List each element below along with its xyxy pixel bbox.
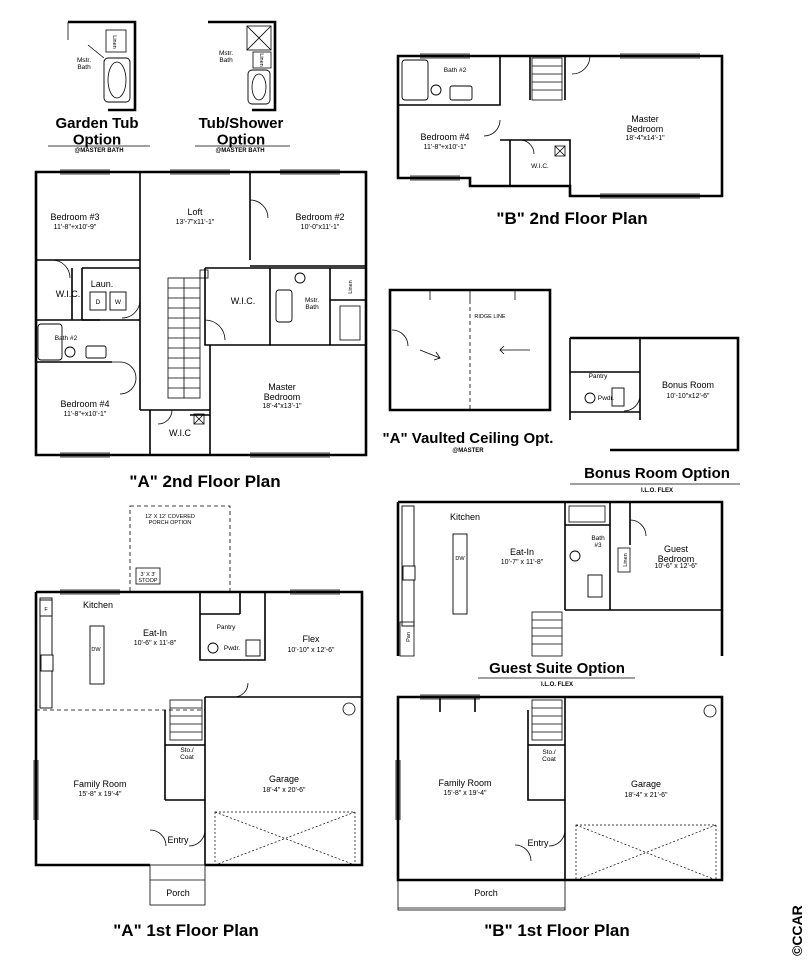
mstr-bath-label: Mstr. Bath (218, 50, 234, 65)
a-first-floor-title: "A" 1st Floor Plan (113, 921, 259, 940)
wic-label: W.I.C. (531, 163, 549, 170)
bonus-room-dim: 10'-10"x12'-6" (666, 393, 710, 400)
dw-label: DW (91, 647, 101, 653)
master-bedroom-label: Master Bedroom (626, 114, 664, 134)
flex-label: Flex (302, 634, 320, 644)
bonus-room-label: Bonus Room (661, 380, 715, 390)
washer-label: W (114, 299, 122, 306)
garage-label: Garage (268, 774, 300, 784)
svg-text:©CCAR: ©CCAR (789, 905, 805, 956)
bedroom-4-dim: 11'-8"+x10'-1" (63, 411, 107, 418)
guest-bedroom-dim: 10'-6" x 12'-6" (654, 563, 698, 570)
laundry-label: Laun. (90, 279, 114, 289)
master-bedroom-dim: 18'-4"x13'-1" (262, 403, 302, 410)
storage-coat-label: Sto./ Coat (542, 749, 556, 764)
entry-label: Entry (167, 835, 189, 845)
garden-tub-option (48, 22, 150, 154)
linen-label: Linen (623, 553, 629, 567)
kitchen-label: Kitchen (449, 512, 481, 522)
linen-label: Linen (111, 35, 117, 49)
master-bedroom-label: Master Bedroom (263, 382, 301, 402)
pantry-label: Pantry (588, 373, 608, 380)
fridge-label: F (44, 607, 48, 613)
powder-label: Pwdr. (597, 395, 615, 402)
linen-label: Linen (258, 53, 264, 67)
guest-suite-note: I.L.O. FLEX (540, 682, 574, 688)
bedroom-3-label: Bedroom #3 (50, 212, 100, 222)
ridge-line-label: RIDGE LINE (474, 314, 506, 320)
wic-label: W.I.C. (55, 289, 81, 299)
tub-shower-note: @MASTER BATH (215, 148, 265, 154)
porch-label: Porch (166, 888, 190, 898)
tub-shower-title: Tub/Shower Option (198, 115, 284, 149)
loft-dim: 13'-7"x11'-1" (175, 219, 215, 226)
pan-label: Pan (406, 632, 412, 642)
loft-label: Loft (187, 207, 203, 217)
vaulted-ceiling-option (383, 290, 554, 454)
bedroom-4-label: Bedroom #4 (60, 399, 110, 409)
family-room-dim: 15'-8" x 19'-4" (443, 790, 487, 797)
garden-tub-note: @MASTER BATH (74, 148, 124, 154)
mstr-bath-label: Mstr. Bath (304, 297, 320, 312)
tub-shower-option (195, 22, 290, 154)
bonus-room-note: I.L.O. FLEX (640, 488, 674, 494)
bedroom-2-dim: 10'-0"x11'-1" (300, 224, 340, 231)
stoop-label: 3' X 3' STOOP (138, 572, 158, 585)
a-first-floor-plan (34, 506, 362, 940)
flex-dim: 10'-10" x 12'-6" (287, 647, 335, 654)
garden-tub-title: Garden Tub Option (55, 115, 139, 149)
a-second-floor-title: "A" 2nd Floor Plan (129, 472, 281, 491)
bedroom-4-dim: 11'-8"+x10'-1" (423, 144, 467, 151)
bedroom-3-dim: 11'-8"+x10'-9" (53, 224, 97, 231)
wic-3-label: W.I.C (169, 428, 191, 438)
family-room-label: Family Room (73, 779, 127, 789)
bonus-room-option (570, 338, 740, 494)
linen-label: Linen (348, 280, 354, 294)
eat-in-label: Eat-In (509, 547, 535, 557)
vaulted-title: "A" Vaulted Ceiling Opt. (382, 430, 554, 447)
eat-in-dim: 10'-6" x 11'-8" (133, 640, 177, 647)
vaulted-note: @MASTER (452, 448, 484, 454)
guest-bedroom-label: Guest Bedroom (657, 544, 695, 564)
covered-porch-option-label: 12' X 12' COVERED PORCH OPTION (145, 514, 195, 527)
b-second-floor-plan (398, 54, 722, 228)
a-second-floor-plan (36, 170, 366, 491)
pantry-label: Pantry (216, 624, 236, 631)
eat-in-label: Eat-In (142, 628, 168, 638)
b-first-floor-plan (396, 695, 722, 940)
entry-label: Entry (527, 838, 549, 848)
garage-dim: 18'-4" x 20'-6" (262, 787, 306, 794)
kitchen-label: Kitchen (82, 600, 114, 610)
bonus-room-title: Bonus Room Option (584, 465, 730, 482)
guest-suite-option (398, 502, 722, 688)
guest-suite-title: Guest Suite Option (489, 660, 625, 677)
family-room-dim: 15'-8" x 19'-4" (78, 791, 122, 798)
bath-2-label: Bath #2 (443, 67, 467, 74)
bath-2-label: Bath #2 (54, 335, 78, 342)
ccar-watermark (789, 905, 805, 956)
wic-2-label: W.I.C. (230, 296, 256, 306)
porch-label: Porch (474, 888, 498, 898)
bath-3-label: Bath #3 (591, 535, 605, 550)
storage-coat-label: Sto./ Coat (180, 747, 194, 762)
bedroom-2-label: Bedroom #2 (295, 212, 345, 222)
family-room-label: Family Room (438, 778, 492, 788)
b-second-floor-title: "B" 2nd Floor Plan (496, 209, 648, 228)
master-bedroom-dim: 18'-4"x14'-1" (625, 135, 665, 142)
garage-label: Garage (630, 779, 662, 789)
dryer-label: D (95, 299, 101, 306)
bedroom-4-label: Bedroom #4 (420, 132, 470, 142)
eat-in-dim: 10'-7" x 11'-8" (500, 559, 544, 566)
mstr-bath-label: Mstr. Bath (76, 57, 92, 72)
powder-label: Pwdr. (223, 645, 241, 652)
dw-label: DW (455, 556, 465, 562)
garage-dim: 18'-4" x 21'-6" (624, 792, 668, 799)
b-first-floor-title: "B" 1st Floor Plan (484, 921, 630, 940)
